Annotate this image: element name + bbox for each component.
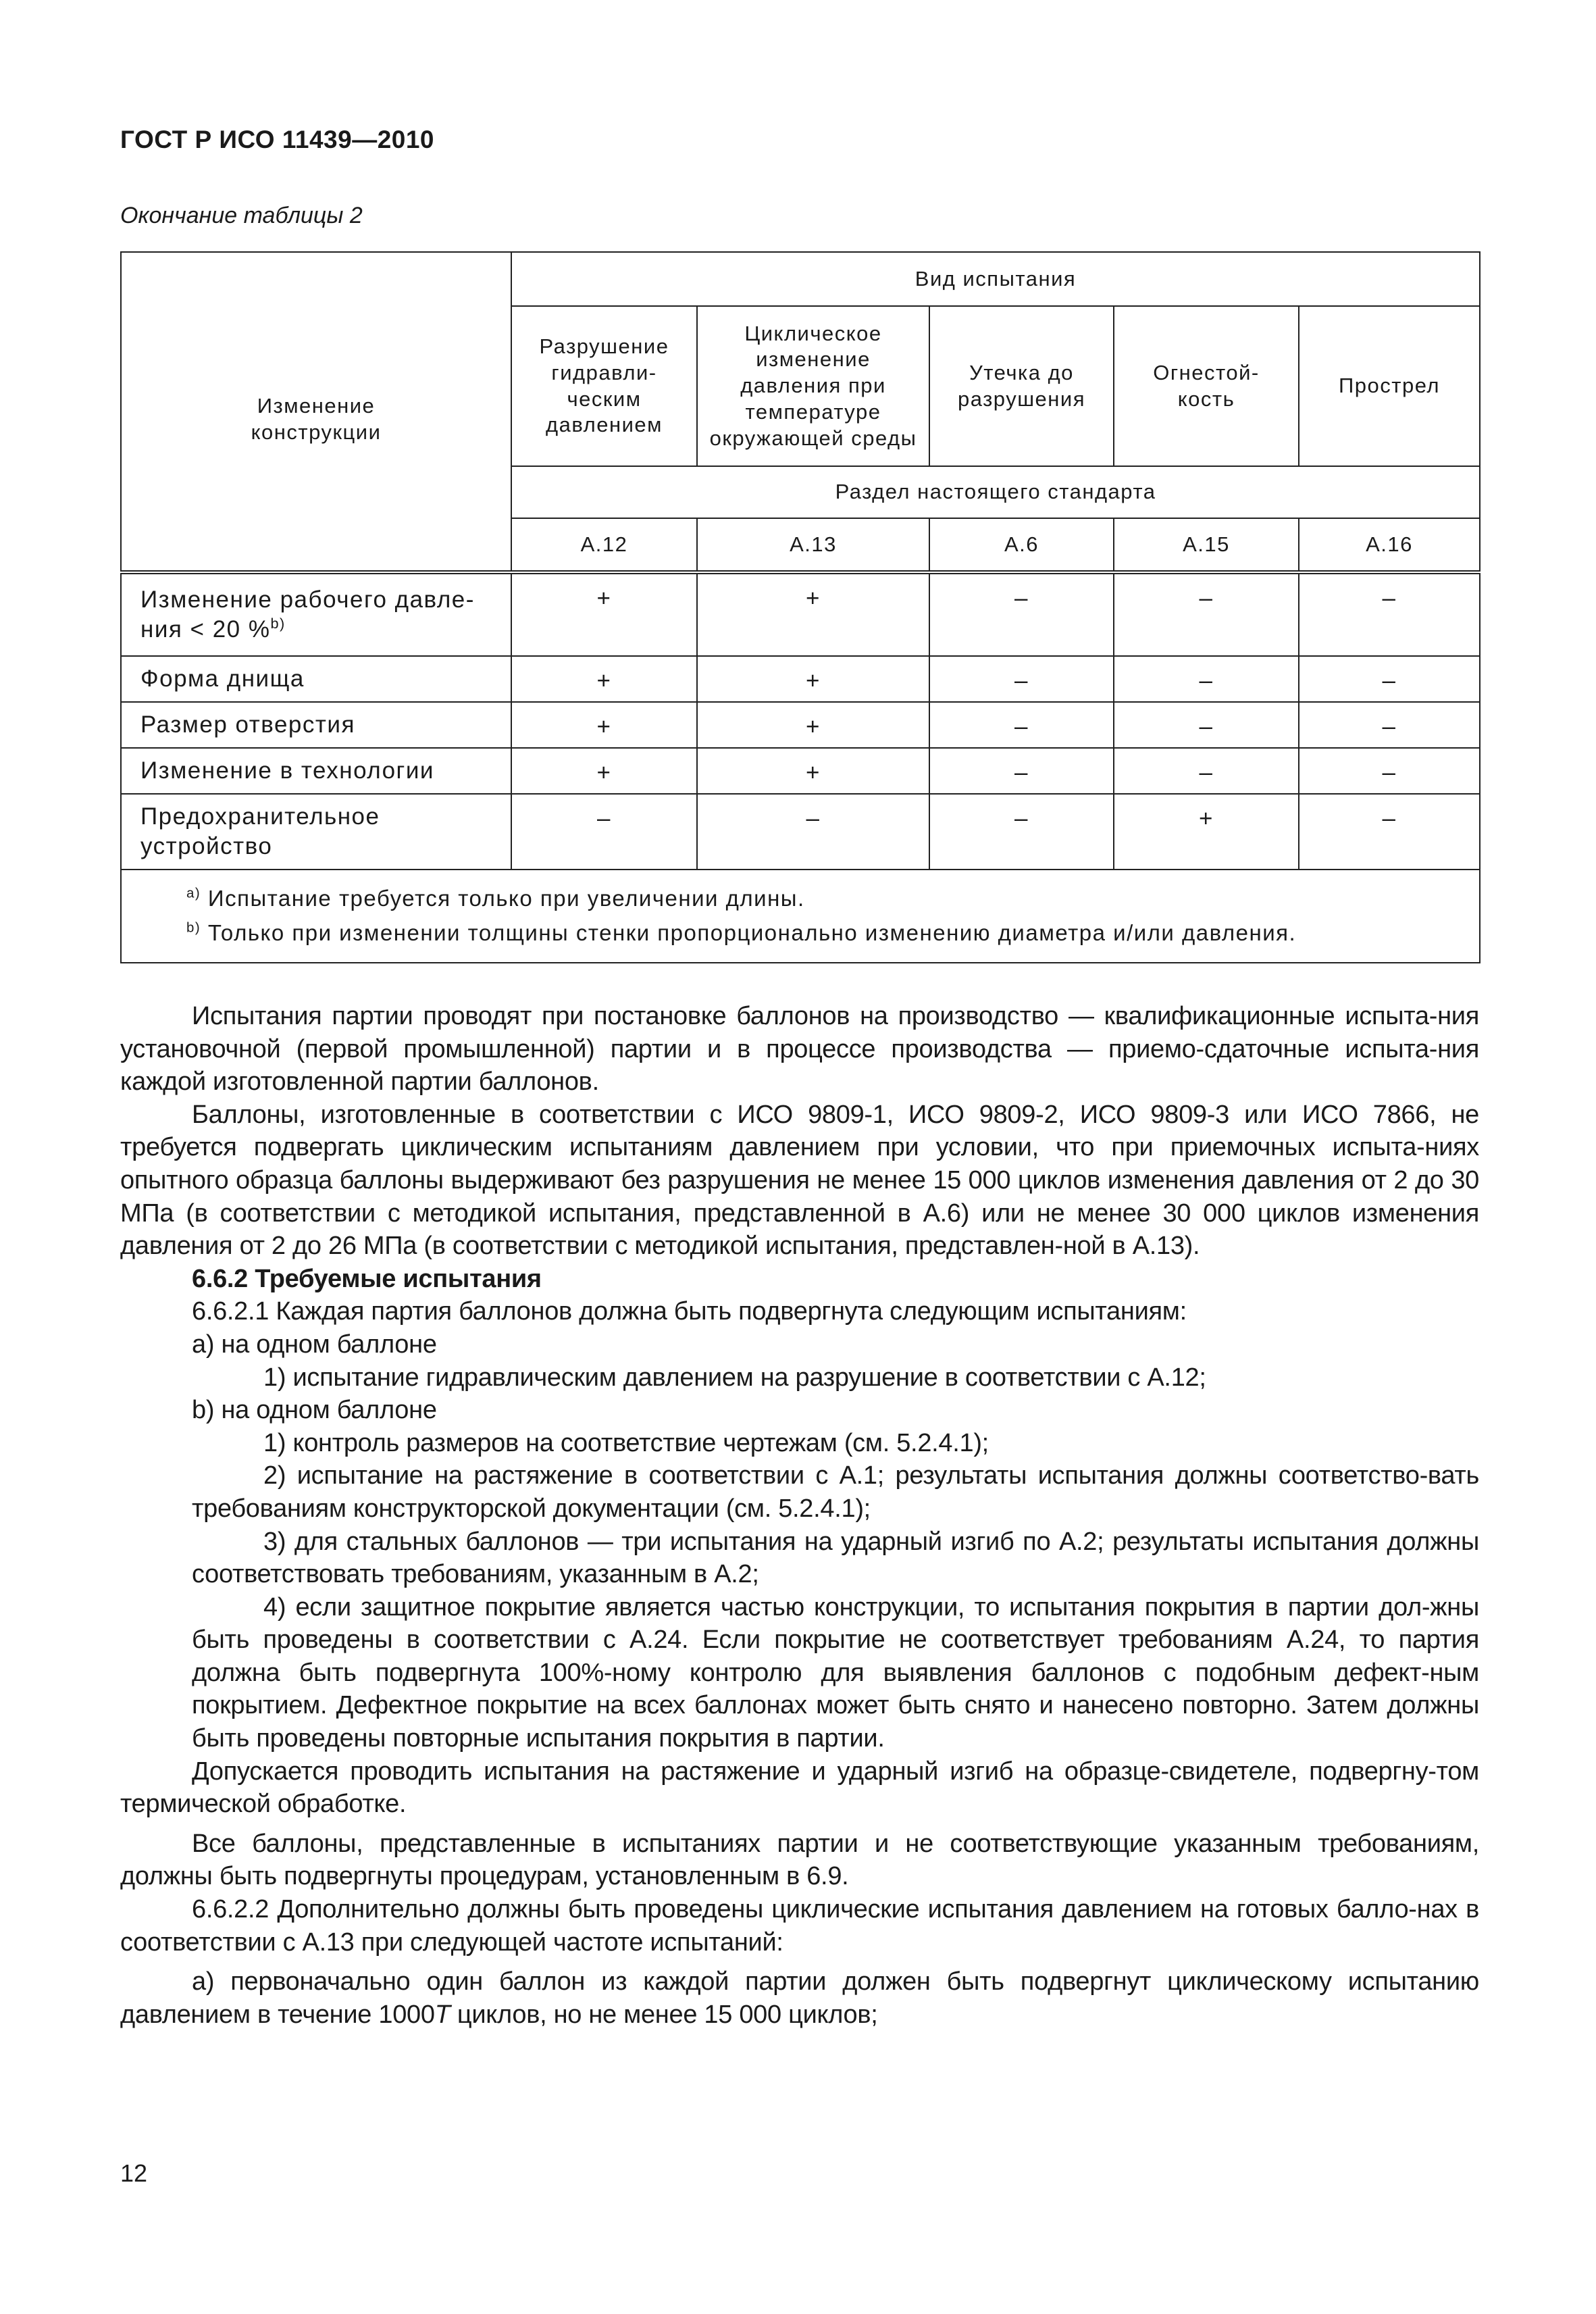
col-header-penetration: Прострел [1299, 306, 1480, 466]
table-cell: + [511, 702, 697, 748]
row-label: Изменение рабочего давле-ния < 20 %$^{b)}$ [121, 572, 511, 656]
list-item-b-3: 3) для стальных баллонов — три испытания на ударный изгиб по А.2; результаты испытания должны соответствовать требованиям, указанным в А.2; [192, 1527, 1479, 1589]
group-header: Вид испытания [511, 252, 1480, 306]
table-cell: – [1299, 748, 1480, 794]
paragraph-iso-cylinders: Баллоны, изготовленные в соответствии с ИСО 9809-1, ИСО 9809-2, ИСО 9809-3 или ИСО 7866, не требуется подвергать циклическим испытаниям давлением при условии, что при приемочных испыта-ниях опытного образца баллоны выдерживают без разрушения не менее 15 000 циклов изменения давления от 2 до 30 МПа (в соответствии с методикой испытания, представленной в А.6) или не менее 30 000 циклов изменения давления от 2 до 26 МПа (в соответствии с методикой испытания, представлен-ной в А.13). [120, 1100, 1479, 1261]
table-cell: – [929, 702, 1114, 748]
section-ref: А.16 [1299, 518, 1480, 572]
table-cell: + [697, 702, 929, 748]
page-number: 12 [120, 2159, 148, 2187]
table-cell: – [929, 656, 1114, 702]
table-row [121, 656, 1480, 702]
table-cell: – [1299, 794, 1480, 870]
table-cell: – [929, 748, 1114, 794]
section-header: Раздел настоящего стандарта [511, 466, 1480, 518]
col-header-cyclic: Циклическое изменение давления при температуре окружающей среды [697, 306, 929, 466]
table-caption: Окончание таблицы 2 [120, 203, 363, 228]
list-item-b-label: b) на одном баллоне [192, 1396, 437, 1425]
col-header-leak: Утечка до разрушения [929, 306, 1114, 466]
table-row [121, 702, 1480, 748]
table-row [121, 572, 1480, 656]
col-header-fire: Огнестой-кость [1114, 306, 1299, 466]
table-cell: + [697, 572, 929, 656]
col-header-burst: Разрушение гидравли-ческим давлением [511, 306, 697, 466]
paragraph-batch-tests: Испытания партии проводят при постановке баллонов на производство — квалификационные испыта-ния установочной (первой промышленной) партии и в процессе производства — приемо-сдаточные испыта-ния каждой изготовленной партии баллонов. [120, 1002, 1479, 1097]
section-ref: А.15 [1114, 518, 1299, 572]
list-item-a2: a) первоначально один баллон из каждой партии должен быть подвергнут циклическому испытанию давлением в течение 1000T циклов, но не менее 15 000 циклов; [120, 1967, 1479, 2029]
section-heading: 6.6.2 Требуемые испытания [192, 1264, 542, 1293]
row-label: Изменение в технологии [121, 748, 511, 794]
section-ref: А.12 [511, 518, 697, 572]
table-cell: – [1299, 656, 1480, 702]
table-cell: + [697, 656, 929, 702]
list-item-b-4: 4) если защитное покрытие является частью конструкции, то испытания покрытия в партии дол-жны быть проведены в соответствии с А.24. Если покрытие не соответствует требованиям А.24, то партия должна быть подвергнута 100%-ному контролю для выявления баллонов с подобным дефект-ным покрытием. Дефектное покрытие на всех баллонах может быть снято и нанесено повторно. Затем должны быть проведены повторные испытания покрытия в партии. [192, 1592, 1479, 1753]
footnote-b: $^{b)}$ Только при изменении толщины стенки пропорционально изменению диаметра и/или давления. [186, 920, 1297, 946]
table-footnotes [121, 870, 1480, 963]
list-item-a-1: 1) испытание гидравлическим давлением на разрушение в соответствии с А.12; [263, 1363, 1206, 1392]
table-row [121, 748, 1480, 794]
row-label: Предохранительное устройство [121, 794, 511, 870]
corner-header [121, 252, 511, 572]
table-cell: + [511, 656, 697, 702]
footnote-a: $^{a)}$ Испытание требуется только при увеличении длины. [186, 885, 805, 911]
table-cell: – [1114, 702, 1299, 748]
table-cell: – [1114, 748, 1299, 794]
table-cell: + [697, 748, 929, 794]
document-header: ГОСТ Р ИСО 11439—2010 [120, 126, 435, 153]
table-cell: – [1114, 656, 1299, 702]
list-item-b-1: 1) контроль размеров на соответствие чертежам (см. 5.2.4.1); [263, 1428, 989, 1457]
table-cell: – [1114, 572, 1299, 656]
table-cell: – [1299, 702, 1480, 748]
table-row [121, 794, 1480, 870]
row-label: Размер отверстия [121, 702, 511, 748]
clause-6-6-2-2: 6.6.2.2 Дополнительно должны быть проведены циклические испытания давлением на готовых балло-нах в соответствии с А.13 при следующей частоте испытаний: [120, 1895, 1479, 1957]
corner-label: Изменение конструкции [251, 394, 382, 444]
list-item-b-2: 2) испытание на растяжение в соответствии с А.1; результаты испытания должны соответство-вать требованиям конструкторской документации (см. 5.2.4.1); [192, 1461, 1479, 1523]
table-cell: – [1299, 572, 1480, 656]
table-cell: – [697, 794, 929, 870]
section-ref: А.13 [697, 518, 929, 572]
clause-6-6-2-1: 6.6.2.1 Каждая партия баллонов должна быть подвергнута следующим испытаниям: [192, 1297, 1187, 1326]
body-text [120, 1000, 1479, 2031]
section-ref: А.6 [929, 518, 1114, 572]
table-cell: + [511, 748, 697, 794]
table-cell: – [929, 794, 1114, 870]
table-cell: – [511, 794, 697, 870]
paragraph-all-cylinders: Все баллоны, представленные в испытаниях партии и не соответствующие указанным требованиям, должны быть подвергнуты процедурам, установленным в 6.9. [120, 1829, 1479, 1891]
row-label: Форма днища [121, 656, 511, 702]
table-cell: + [1114, 794, 1299, 870]
list-item-a-label: a) на одном баллоне [192, 1330, 437, 1359]
paragraph-allowed: Допускается проводить испытания на растяжение и ударный изгиб на образце-свидетеле, подвергну-том термической обработке. [120, 1757, 1479, 1819]
table-cell: + [511, 572, 697, 656]
table-cell: – [929, 572, 1114, 656]
tests-table [120, 251, 1481, 963]
